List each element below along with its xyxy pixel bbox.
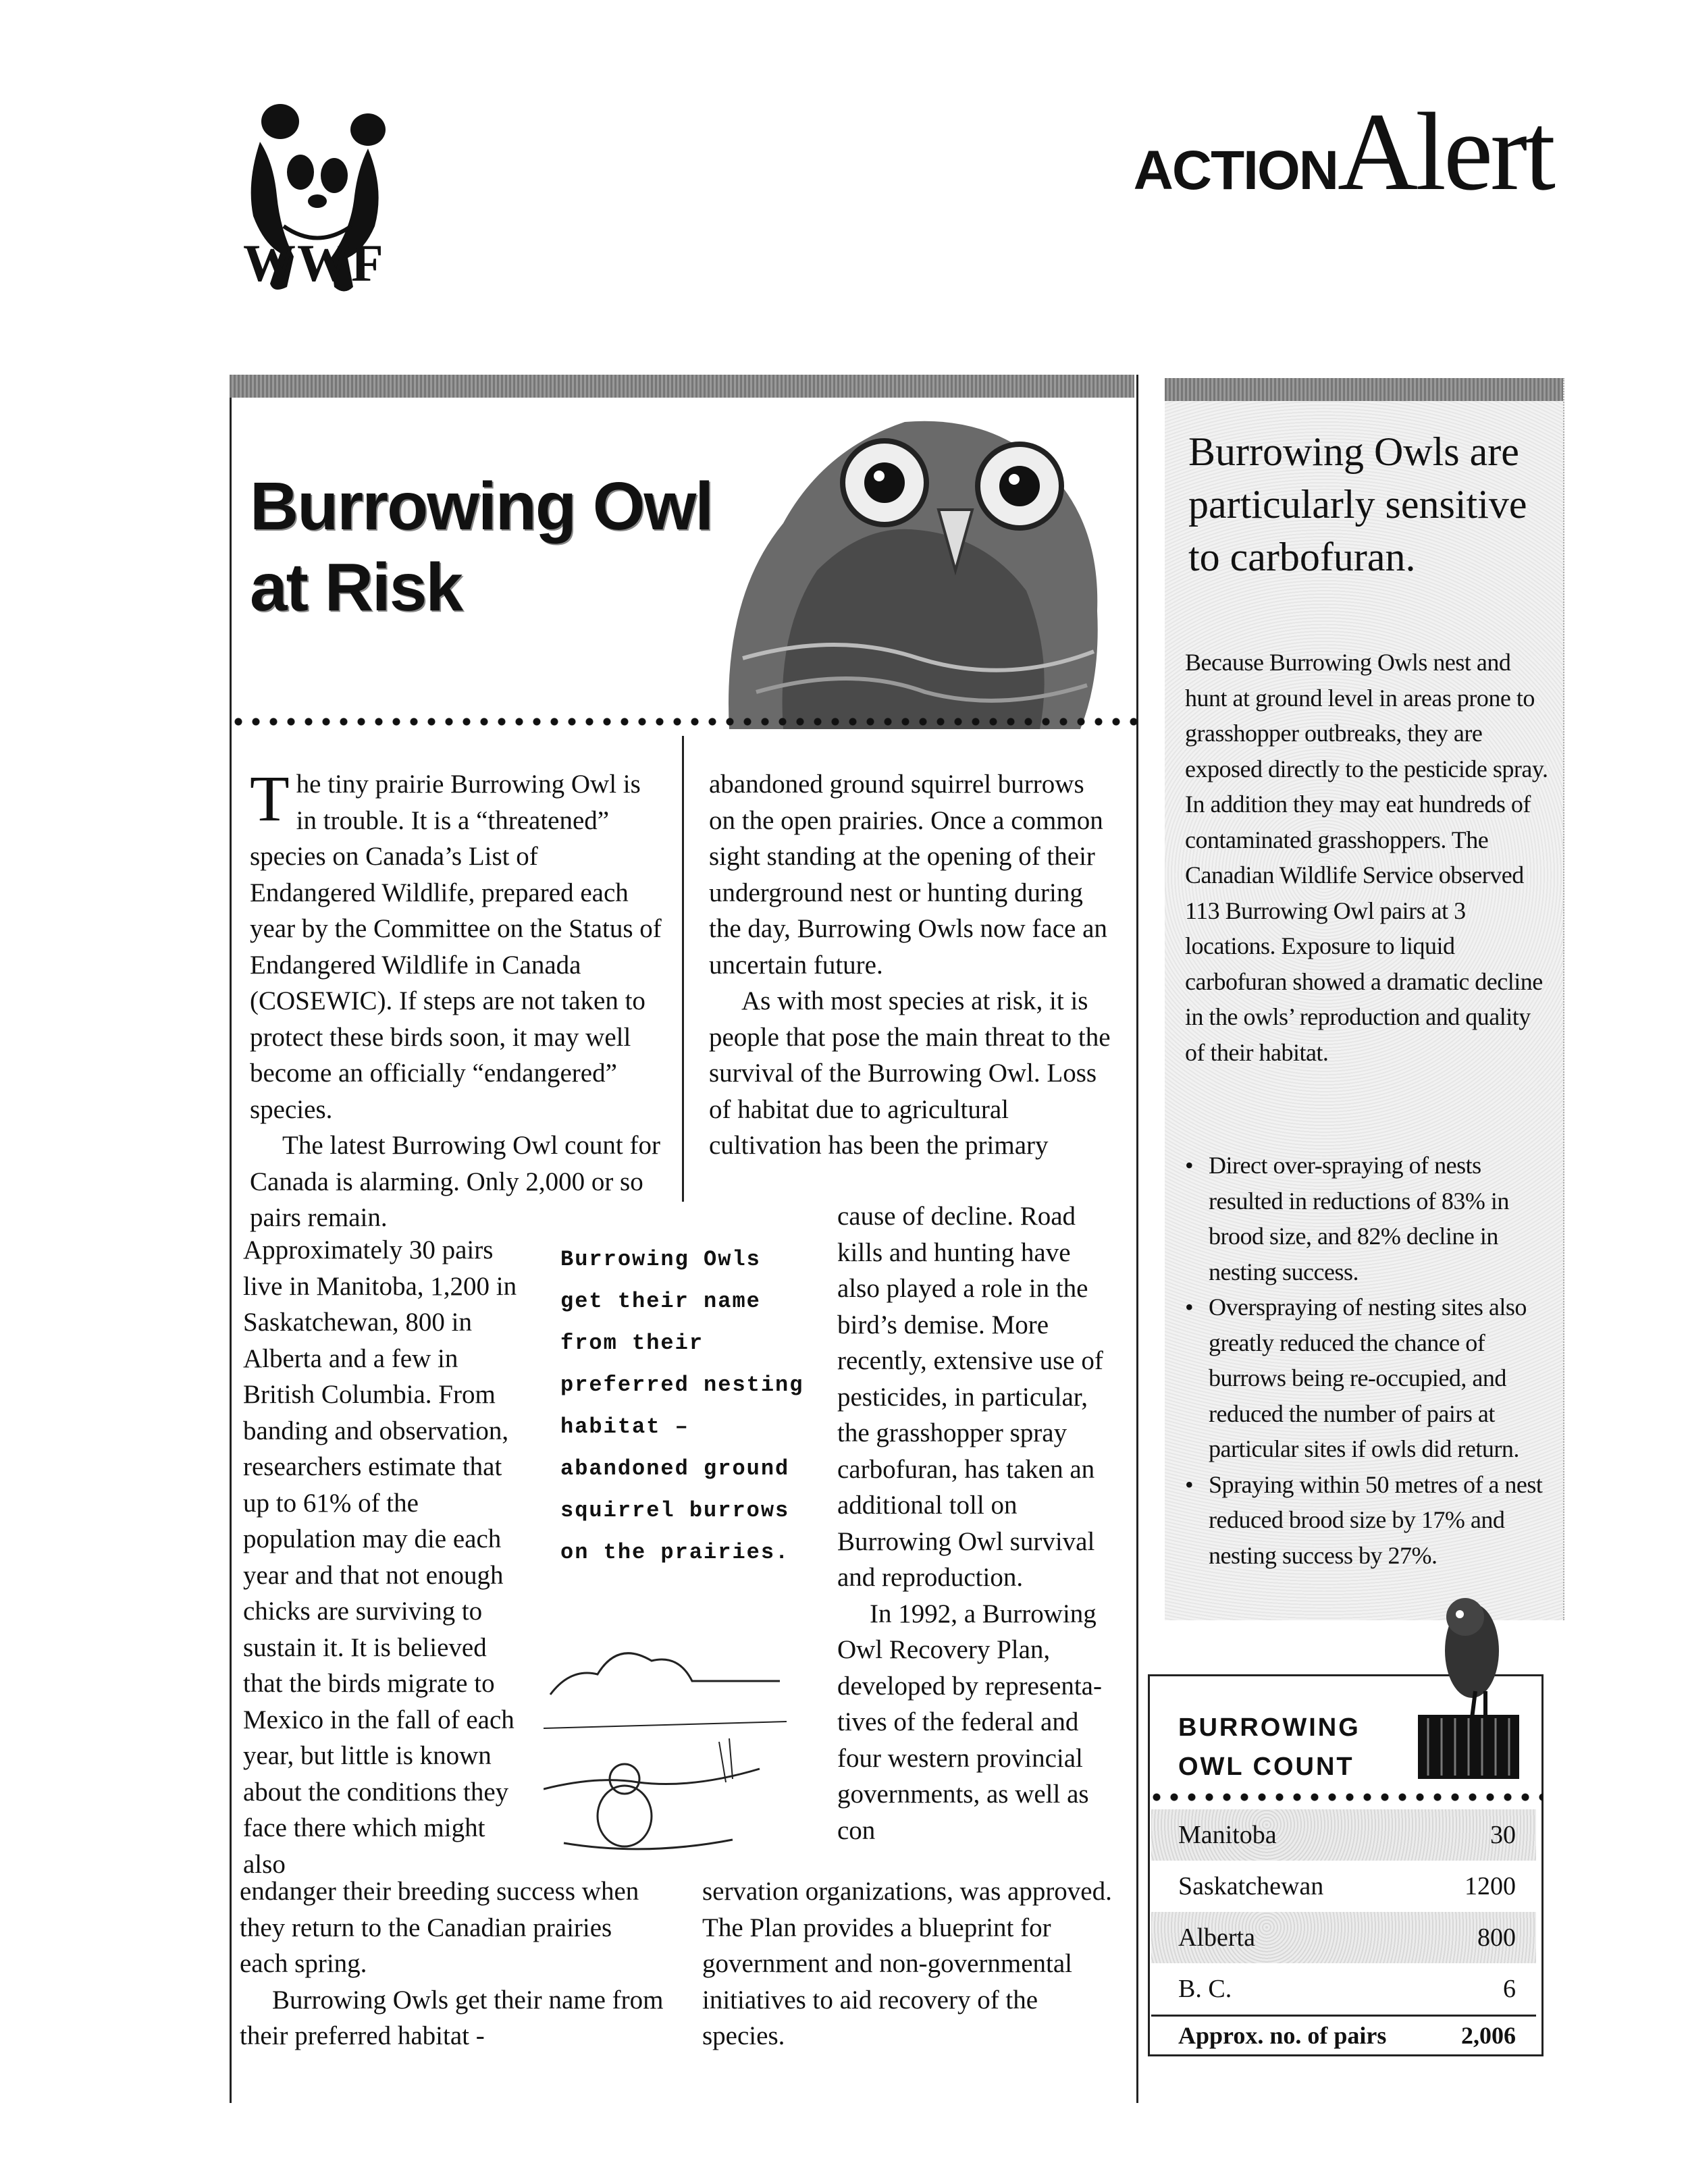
col1-bottom bbox=[240, 1873, 665, 2054]
article-col2-top bbox=[709, 766, 1114, 1164]
count-label: Alberta bbox=[1178, 1923, 1255, 1952]
sidebar-heading: Burrowing Owls are particularly sensitive to carbofuran. bbox=[1188, 429, 1527, 579]
count-value: 800 bbox=[1477, 1923, 1516, 1952]
count-title-line-1: BURROWING bbox=[1178, 1713, 1361, 1742]
count-label: B. C. bbox=[1178, 1975, 1232, 2003]
count-row-alberta bbox=[1151, 1912, 1536, 1963]
total-label: Approx. no. of pairs bbox=[1178, 2022, 1387, 2049]
count-value: 30 bbox=[1490, 1821, 1516, 1849]
count-value: 6 bbox=[1503, 1975, 1516, 2003]
total-value: 2,006 bbox=[1461, 2022, 1516, 2049]
article-col1-top bbox=[250, 762, 662, 1236]
count-label: Saskatchewan bbox=[1178, 1872, 1324, 1900]
owl-burrow-sketch bbox=[544, 1614, 787, 1867]
owl-on-post-illustration bbox=[1391, 1590, 1546, 1786]
count-table-title bbox=[1178, 1708, 1361, 1786]
sidebar-body: Because Burrowing Owls nest and hunt at ground level in areas prone to grasshopper outbreaks, they are exposed directly to the pesticide spray. In addition they may eat hundreds of contaminated grasshoppers. The Canadian Wildlife Service observed 113 Burrowing Owl pairs at 3 locations. Exposure to liquid carbofuran showed a dramatic decline in the owls’ reproduction and quality of their habitat. bbox=[1185, 649, 1548, 1066]
article-title bbox=[250, 466, 712, 628]
sidebar-bullet-1: • Direct over-spraying of nests resulted in reductions of 83% in brood size, and 82% decline in nesting success. bbox=[1185, 1148, 1550, 1289]
col1-paragraph-3: Burrowing Owls get their name from their preferred habitat - bbox=[240, 1985, 664, 2050]
count-row-manitoba bbox=[1151, 1809, 1536, 1861]
col1-paragraph-2: The latest Burrowing Owl count for Canada is alarming. Only 2,000 or so pairs remain. bbox=[250, 1131, 660, 1232]
column-rule bbox=[682, 736, 684, 1202]
count-table-divider bbox=[1148, 1792, 1543, 1802]
action-word: ACTION bbox=[1133, 140, 1338, 201]
col2-narrow bbox=[837, 1198, 1114, 1848]
col1-narrow-text: Approximately 30 pairs live in Manitoba, 1,200 in Saskatchewan, 800 in Alberta and a few in British Columbia. From banding and observation, researchers estimate that up to 61% of the population may die each year and that not enough chicks are surviving to sustain it. It is believed that the birds migrate to Mexico in the fall of each year, but little is known about the conditions they face there which might also bbox=[243, 1235, 517, 1879]
sidebar-top-bar bbox=[1165, 378, 1563, 401]
wwf-wordmark: WWF bbox=[243, 234, 385, 292]
col2-paragraph-3: In 1992, a Burrowing Owl Recovery Plan, developed by representatives of the federal and four western provincial governments, as well as con bbox=[837, 1599, 1102, 1845]
count-row-bc bbox=[1151, 1963, 1536, 2015]
col2-paragraph-1: abandoned ground squirrel burrows on the open prairies. Once a common sight standing at the opening of their underground nest or hunting during the day, Burrowing Owls now face an uncertain future. bbox=[709, 770, 1107, 980]
col2-paragraph-2: As with most species at risk, it is people that pose the main threat to the survival of the Burrowing Owl. Loss of habitat due to agricultural cultivation has been the primary bbox=[709, 986, 1111, 1160]
title-line-2: at Risk bbox=[250, 550, 462, 625]
title-line-1: Burrowing Owl bbox=[250, 469, 713, 544]
sidebar-bullet-2: • Overspraying of nesting sites also greatly reduced the chance of burrows being re-occupied, and reduced the number of pairs at particular sites if owls did return. bbox=[1185, 1289, 1550, 1467]
dropcap: T bbox=[250, 762, 290, 834]
sidebar-bullet-list bbox=[1185, 1148, 1550, 1573]
action-alert-title bbox=[1134, 88, 1553, 216]
dotted-divider bbox=[230, 717, 1138, 726]
count-row-saskatchewan bbox=[1151, 1861, 1536, 1912]
count-title-line-2: OWL COUNT bbox=[1178, 1753, 1354, 1781]
sidebar-bullet-3: • Spraying within 50 metres of a nest reduced brood size by 17% and nesting success by 27%. bbox=[1185, 1467, 1550, 1574]
count-row-total bbox=[1151, 2015, 1536, 2054]
alert-word: Alert bbox=[1337, 90, 1553, 213]
col1-bottom-text: endanger their breeding success when they return to the Canadian prairies each spring. bbox=[240, 1877, 639, 1978]
col2-narrow-text: cause of decline. Road kills and hunting have also played a role in the bird’s demise. More recently, extensive use of pesticides, in particular, the grasshopper spray carbofuran, has taken an additional toll on Burrowing Owl survival and reproduction. bbox=[837, 1202, 1103, 1592]
col1-paragraph-1: he tiny prairie Burrowing Owl is in trouble. It is a “threatened” species on Canada’s List of Endangered Wildlife, prepared each year by the Committee on the Status of Endangered Wildlife in Canada (COSEWIC). If steps are not taken to protect these birds soon, it may well become an officially “endangered” species. bbox=[250, 770, 662, 1124]
count-value: 1200 bbox=[1465, 1872, 1516, 1900]
pull-quote: Burrowing Owls get their name from their preferred nesting habitat – abandoned ground squirrel burrows on the prairies. bbox=[560, 1247, 804, 1565]
col2-bottom-text: servation organizations, was approved. The Plan provides a blueprint for government and non-governmental initiatives to aid recovery of the species. bbox=[702, 1877, 1112, 2050]
count-label: Manitoba bbox=[1178, 1821, 1277, 1849]
owl-photo bbox=[702, 375, 1121, 729]
